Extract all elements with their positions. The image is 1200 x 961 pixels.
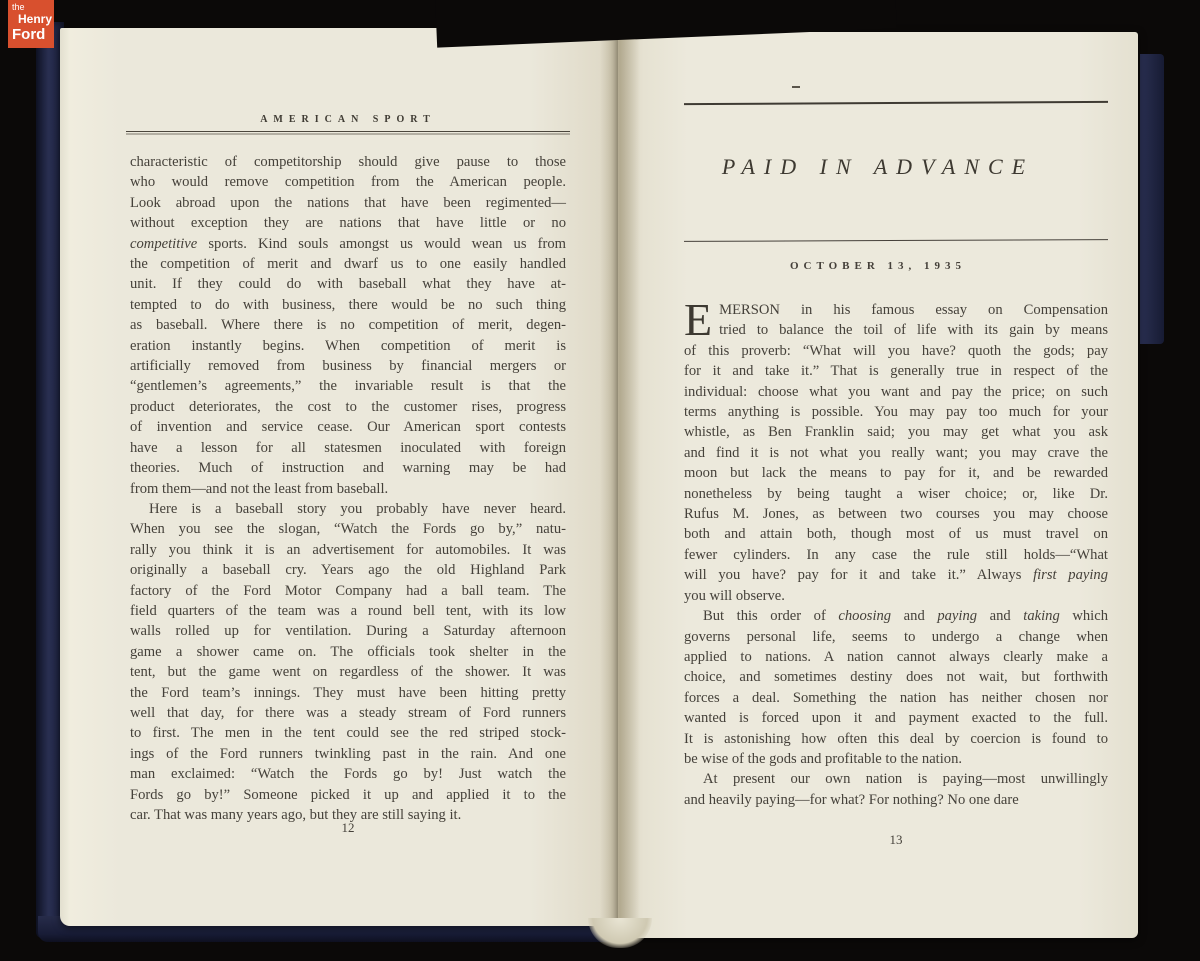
text-line: terms anything is possible. You may pay too much for your (684, 404, 1108, 421)
paragraph (130, 152, 566, 499)
text-line: “gentlemen’s agreements,” the invariable result is that the (130, 378, 566, 395)
header-rule (126, 131, 570, 133)
henry-ford-logo (8, 0, 54, 48)
text-line: ings of the Ford runners twinkling past in the rain. And one (130, 745, 566, 762)
paragraph (684, 294, 1109, 606)
logo-text-henry: Henry (18, 12, 53, 26)
text-line: eration instantly begins. When competition of merit is (130, 337, 566, 354)
text-line: field quarters of the team was a round bell tent, with its low (130, 602, 566, 619)
book-cover-right-edge (1140, 54, 1164, 344)
text-line: It is astonishing how often this deal by coercion is found to (684, 730, 1108, 747)
text-line: you will observe. (684, 587, 785, 604)
chapter-dateline: OCTOBER 13, 1935 (789, 260, 967, 272)
logo-text-the: the (12, 2, 25, 12)
text-line: whistle, as Ben Franklin said; you may get what you ask (684, 424, 1108, 441)
text-line: from them—and not the least from baseball. (130, 480, 389, 497)
text-line: tried to balance the toil of life with its gain by means (719, 322, 1108, 339)
text-line: and heavily paying—for what? For nothing? No one dare (684, 791, 1019, 808)
text-line: car. That was many years ago, but they are still saying it. (130, 807, 462, 823)
right-page (618, 32, 1138, 938)
text-line: forces a deal. Something the nation has neither chosen nor (684, 689, 1108, 706)
open-book (36, 16, 1164, 946)
text-line: moon but lack the means to pay for it, and be rewarded (684, 465, 1108, 482)
text-line: man exclaimed: “Watch the Fords go by! Just watch the (130, 766, 566, 783)
text-line: When you see the slogan, “Watch the Fords go by,” natu- (130, 521, 566, 538)
text-line: for it and take it.” That is generally true in respect of the (684, 363, 1108, 380)
text-line: theories. Much of instruction and warning may be had (130, 460, 566, 477)
text-line: governs personal life, seems to undergo a change when (684, 628, 1108, 645)
text-line: choice, and sometimes destiny does not wait, but forthwith (684, 669, 1108, 686)
paragraph (130, 499, 566, 826)
chapter-title: PAID IN ADVANCE (721, 154, 1035, 179)
text-line: MERSON in his famous essay on Compensation (719, 302, 1108, 318)
page-fore-edge (588, 918, 652, 948)
drop-cap: E (684, 294, 713, 345)
text-line: factory of the Ford Motor Company had a ball team. The (130, 582, 566, 599)
text-line: both and attain both, though most of us must travel on (684, 526, 1108, 543)
text-line: Look abroad upon the nations that have been regimented— (130, 194, 566, 211)
text-line: walls rolled up for ventilation. During a Saturday afternoon (130, 623, 566, 640)
paragraph (684, 606, 1108, 769)
right-page-body (684, 294, 1109, 810)
text-line: competitive sports. Kind souls amongst us would wean us from (130, 235, 566, 252)
text-line: wanted is forced upon it and payment exacted to the full. (684, 710, 1108, 727)
text-line: applied to nations. A nation cannot always clearly make a (684, 648, 1108, 665)
text-line: Here is a baseball story you probably have never heard. (149, 500, 566, 517)
text-line: artificially removed from business by financial mergers or (130, 358, 566, 375)
title-rule-top (684, 101, 1108, 105)
text-line: product deteriorates, the cost to the customer rises, progress (130, 398, 566, 415)
text-line: individual: choose what you want and pay the price; on such (684, 383, 1108, 400)
printers-mark (792, 86, 800, 88)
text-line: will you have? pay for it and take it.” Always first paying (684, 567, 1109, 584)
text-line: be wise of the gods and profitable to the nation. (684, 750, 963, 767)
page-number-left: 12 (341, 820, 355, 835)
text-line: of this proverb: “What will you have? quoth the gods; pay (684, 342, 1108, 359)
text-line: Fords go by!” Someone picked it up and applied it to the (130, 786, 566, 803)
text-line: the competition of merit and dwarf us to one easily handled (130, 256, 566, 273)
text-line: as baseball. Where there is no competition of merit, degen- (130, 317, 566, 334)
left-page (60, 28, 618, 926)
text-line: At present our own nation is paying—most unwillingly (703, 771, 1108, 788)
text-line: characteristic of competitorship should give pause to those (130, 154, 566, 170)
text-line: unit. If they could do with baseball what they have at- (130, 276, 566, 293)
text-line: the Ford team’s innings. They must have been hitting pretty (130, 684, 566, 701)
text-line: who would remove competition from the American people. (130, 174, 566, 191)
text-line: game a shower came on. The officials took shelter in the (130, 643, 566, 660)
page-number-right: 13 (889, 832, 903, 847)
left-page-body (130, 152, 566, 825)
text-line: to first. The men in the tent could see the red striped stock- (130, 725, 566, 742)
logo-text-ford: Ford (12, 26, 46, 43)
text-line: well that day, for there was a steady stream of Ford runners (130, 704, 566, 721)
text-line: and find it is not what you really want; you may crave the (684, 444, 1108, 461)
text-line: without exception they are nations that have little or no (130, 215, 566, 232)
text-line: nonetheless by being taught a wiser choice; or, like Dr. (684, 485, 1108, 502)
text-line: originally a baseball cry. Years ago the old Highland Park (130, 562, 566, 579)
text-line: fewer cylinders. In any case the rule still holds—“What (684, 546, 1108, 563)
text-line: rally you think it is an advertisement for automobiles. It was (130, 541, 566, 558)
text-line: But this order of choosing and paying and taking which (703, 608, 1108, 625)
paragraph (684, 769, 1108, 810)
text-line: of invention and service cease. Our American sport contests (130, 419, 566, 436)
text-line: Rufus M. Jones, as between two courses you may choose (684, 506, 1108, 523)
text-line: tempted to do with business, there would be no such thing (130, 296, 566, 313)
text-line: tent, but the game went on regardless of the shower. It was (130, 664, 566, 681)
text-line: have a lesson for all statesmen inoculated with foreign (130, 439, 566, 456)
running-header: AMERICAN SPORT (260, 114, 436, 125)
title-rule-bottom (684, 239, 1108, 242)
